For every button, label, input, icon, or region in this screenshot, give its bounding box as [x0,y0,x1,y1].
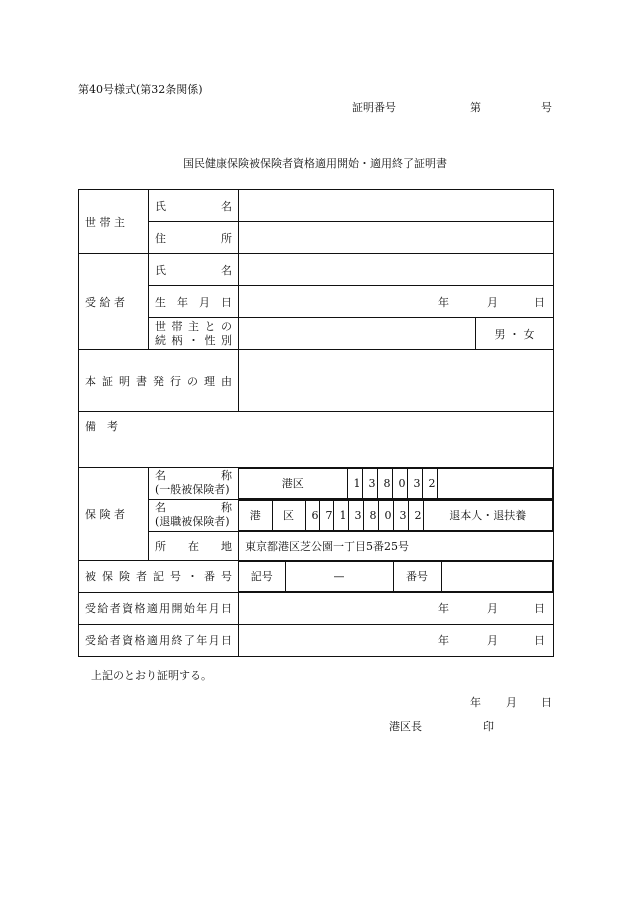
general-insurer-row [239,467,554,499]
start-date-field[interactable]: 年 月 日 [239,592,554,624]
setainushi-address-label: 住 所 [149,222,239,254]
reason-label: 本証明書発行の理由 [79,350,239,412]
setainushi-address-field[interactable] [239,222,554,254]
jukyusha-header: 受 給 者 [79,254,149,350]
location-label: 所 在 地 [149,531,239,560]
setainushi-name-field[interactable] [239,190,554,222]
retired-digit: 2 [408,500,423,530]
general-digit: 1 [347,468,362,498]
jukyusha-name-label: 氏 名 [149,254,239,286]
end-date-label: 受給者資格適用終了年月日 [79,624,239,656]
location-value: 東京都港区芝公園一丁目5番25号 [239,531,554,560]
end-date-field[interactable]: 年 月 日 [239,624,554,656]
remarks-field[interactable]: 備 考 [79,412,554,467]
issue-month-label: 月 [506,696,517,709]
jukyusha-name-field[interactable] [239,254,554,286]
form-code: 第40号様式(第32条関係) [78,83,203,96]
closing-statement: 上記のとおり証明する。 [91,669,212,682]
ward-chief-label: 港区長 [389,720,422,733]
reason-field[interactable] [239,350,554,412]
general-digit: 0 [392,468,407,498]
retired-digit: 6 [305,500,319,530]
document-title: 国民健康保険被保険者資格適用開始・適用終了証明書 [183,157,447,170]
bango-field[interactable] [441,561,553,591]
cert-number-go: 号 [541,101,552,114]
issue-day-label: 日 [541,696,552,709]
retired-insurer-part2: 区 [272,500,305,530]
sex-options[interactable]: 男 ・ 女 [476,318,554,350]
seal-mark: 印 [483,720,494,733]
hokensha-header: 保 険 者 [79,467,149,560]
general-insurer-name: 港区 [239,468,347,498]
retired-digit: 7 [319,500,333,530]
issue-year-label: 年 [470,696,481,709]
retired-insurer-part1: 港 [239,500,272,530]
insured-symbol-row [239,560,554,592]
retired-digit: 1 [333,500,348,530]
general-digit: 2 [422,468,437,498]
setainushi-name-label: 氏 名 [149,190,239,222]
certificate-form-table [78,189,554,657]
relation-sex-label: 世帯主との 続柄・性別 [149,318,239,350]
general-digit: 3 [407,468,422,498]
general-digit: 3 [362,468,377,498]
retired-type-options[interactable]: 退本人・退扶養 [423,500,553,530]
general-digit: 8 [377,468,392,498]
retired-digit: 3 [348,500,363,530]
birthdate-field[interactable]: 年 月 日 [239,286,554,318]
setainushi-header: 世 帯 主 [79,190,149,254]
retired-digit: 0 [378,500,393,530]
general-insurer-label: 名 称 (一般被保険者) [149,467,239,499]
cert-number-label: 証明番号 [352,101,396,114]
start-date-label: 受給者資格適用開始年月日 [79,592,239,624]
relation-field[interactable] [239,318,476,350]
insured-symbol-label: 被保険者記号・番号 [79,560,239,592]
general-blank [437,468,553,498]
kigo-value[interactable]: — [285,561,393,591]
bango-label: 番号 [393,561,441,591]
retired-insurer-label: 名 称 (退職被保険者) [149,499,239,531]
retired-insurer-row [239,499,554,531]
retired-digit: 8 [363,500,378,530]
retired-digit: 3 [393,500,408,530]
kigo-label: 記号 [239,561,285,591]
cert-number-dai: 第 [470,101,481,114]
birthdate-label: 生 年 月 日 [149,286,239,318]
